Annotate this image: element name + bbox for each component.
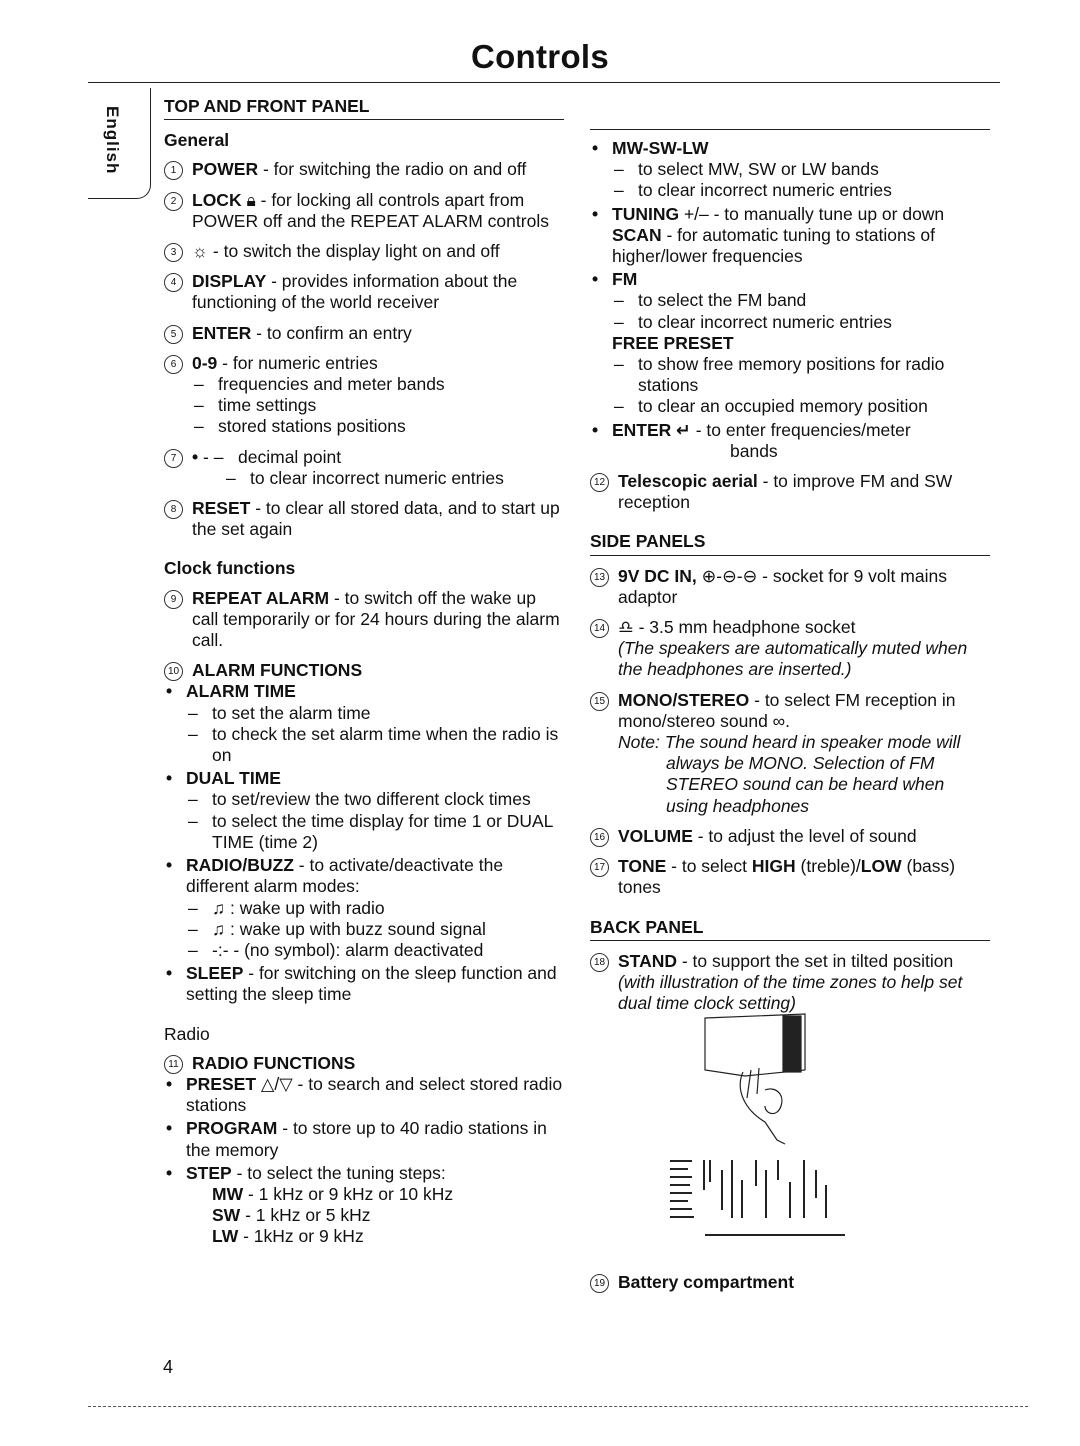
- item-label: Battery compartment: [618, 1272, 795, 1292]
- item-radio-functions: [164, 1053, 564, 1074]
- item-alarm-functions: [164, 660, 564, 681]
- footer-rule: [88, 1406, 1028, 1407]
- bullet-label: MW-SW-LW: [612, 138, 709, 158]
- bullet-text: - to activate/deactivate the different alarm modes:: [186, 855, 504, 897]
- item-label: ALARM FUNCTIONS: [192, 660, 363, 681]
- item-repeat-alarm: [164, 588, 564, 652]
- item-enter: [164, 323, 564, 344]
- dash-item: – stored stations positions: [192, 416, 564, 437]
- title-rule: [88, 82, 1000, 83]
- enter-bands: bands: [730, 440, 778, 461]
- item-number: 6: [164, 355, 183, 374]
- bullet-label: TUNING: [612, 203, 680, 224]
- step-band: LW: [212, 1226, 239, 1247]
- item-number: 7: [164, 449, 183, 468]
- step-band: SW: [212, 1205, 241, 1226]
- dash-text: : wake up with buzz sound signal: [225, 918, 486, 939]
- item-text: - to select: [666, 856, 752, 877]
- item-number: 17: [590, 858, 609, 877]
- item-number: 5: [164, 325, 183, 344]
- headphone-icon: ♎: [618, 617, 634, 638]
- item-label: Telescopic aerial: [618, 471, 758, 492]
- dash-item: – to show free memory positions for radio stations: [612, 354, 990, 396]
- item-text: - – decimal point: [198, 446, 342, 467]
- bullet-dual-time: [164, 768, 564, 853]
- step-values: - 1 kHz or 5 kHz: [240, 1205, 371, 1226]
- item-volume: [590, 826, 990, 847]
- bullet-label: SLEEP: [186, 963, 244, 984]
- bullet-label: ALARM TIME: [186, 681, 296, 702]
- dash-item: – to clear an occupied memory position: [612, 396, 990, 417]
- item-light: [164, 241, 564, 262]
- page-number: 4: [163, 1357, 174, 1377]
- dash-item: – -:- - (no symbol): alarm deactivated: [186, 940, 564, 961]
- item-label: RESET: [192, 498, 251, 519]
- right-column: [590, 129, 990, 1023]
- mono-note: [618, 732, 990, 817]
- item-label: STAND: [618, 950, 677, 971]
- right-top-rule: [590, 129, 990, 130]
- dash-text: : wake up with radio: [225, 897, 385, 918]
- item-label: POWER: [192, 159, 259, 180]
- section-heading-side: SIDE PANELS: [590, 531, 990, 555]
- bullet-mw-sw-lw: [590, 138, 990, 202]
- bullet-preset: [164, 1074, 564, 1116]
- bullet-label: FM: [612, 269, 638, 290]
- item-text: - socket for 9 volt mains adaptor: [618, 565, 947, 607]
- item-text: - to switch the display light on and off: [208, 241, 500, 262]
- item-text: - for numeric entries: [217, 352, 378, 373]
- step-line: [186, 1205, 564, 1226]
- item-number: 15: [590, 692, 609, 711]
- bullet-label: STEP: [186, 1162, 232, 1183]
- dash-item: – to clear incorrect numeric entries: [224, 468, 564, 489]
- lock-icon: 🔒︎: [246, 189, 256, 210]
- dash-item: – to select MW, SW or LW bands: [612, 159, 990, 180]
- step-line: [186, 1226, 564, 1247]
- item-number: 12: [590, 473, 609, 492]
- item-label: LOCK: [192, 189, 242, 210]
- dash-item: – to set the alarm time: [186, 703, 564, 724]
- bullet-label: RADIO/BUZZ: [186, 855, 294, 876]
- item-number: 2: [164, 192, 183, 211]
- bullet-text: - to search and select stored radio stations: [186, 1073, 563, 1116]
- item-number: 1: [164, 161, 183, 180]
- bullet-text: - to enter frequencies/meter: [690, 419, 911, 440]
- tone-mid: (treble)/: [795, 856, 861, 877]
- subheading-general: General: [164, 130, 230, 151]
- step-line: [186, 1184, 564, 1205]
- item-number: 11: [164, 1055, 183, 1074]
- dash-item: [186, 919, 564, 940]
- item-text: - provides information about the functioning of the world receiver: [192, 271, 518, 313]
- left-column: [164, 96, 564, 1250]
- step-values: - 1kHz or 9 kHz: [238, 1226, 364, 1247]
- subheading-radio: Radio: [164, 1023, 210, 1044]
- item-battery: [590, 1272, 990, 1293]
- bullet-step: [164, 1163, 564, 1248]
- item-number: 16: [590, 828, 609, 847]
- tone-low: LOW: [860, 856, 902, 877]
- item-number: 4: [164, 273, 183, 292]
- step-band: MW: [212, 1183, 244, 1204]
- item-label: RADIO FUNCTIONS: [192, 1052, 356, 1073]
- bullet-text: - to store up to 40 radio stations in the memory: [186, 1118, 547, 1160]
- item-numeric: [164, 353, 564, 438]
- item-label: REPEAT ALARM: [192, 587, 330, 608]
- item-number: 8: [164, 500, 183, 519]
- item-mono-stereo: [590, 690, 990, 817]
- item-label: MONO/STEREO: [618, 689, 750, 710]
- radio-alarm-icon: ♫: [212, 897, 226, 918]
- item-label: DISPLAY: [192, 271, 267, 292]
- stand-illustration: [665, 1010, 855, 1250]
- item-label: 0-9: [192, 352, 218, 373]
- bullet-sleep: [164, 963, 564, 1005]
- item-power: [164, 159, 564, 180]
- dash-item: – to clear incorrect numeric entries: [612, 312, 990, 333]
- item-text: - to switch off the wake up call temporarily or for 24 hours during the alarm call.: [192, 587, 560, 651]
- item-label: TONE: [618, 856, 667, 877]
- dash-item: [186, 898, 564, 919]
- tone-end: (bass) tones: [618, 856, 956, 898]
- item-text: - to select FM reception in mono/stereo sound ∞.: [618, 689, 956, 731]
- bullet-enter: [590, 420, 990, 462]
- dash-item: – to select the time display for time 1 or DUAL TIME (time 2): [186, 811, 564, 853]
- note-text: The sound heard in speaker mode will always be MONO. Selection of FM STEREO sound can be heard when using headphones: [659, 732, 961, 816]
- item-text: - to clear all stored data, and to start up the set again: [192, 498, 560, 540]
- bullet-label: PRESET: [186, 1073, 257, 1094]
- item-text: - for switching the radio on and off: [258, 159, 527, 180]
- scan-label: SCAN: [612, 224, 662, 245]
- item-number: 19: [590, 1274, 609, 1293]
- enter-icon: ↵: [671, 419, 691, 440]
- item-number: 13: [590, 568, 609, 587]
- item-text: - to adjust the level of sound: [692, 825, 917, 846]
- bullet-program: [164, 1118, 564, 1160]
- note-label: Note:: [618, 732, 660, 753]
- light-icon: ☼: [192, 241, 209, 262]
- item-text: - to improve FM and SW reception: [618, 471, 953, 513]
- language-tab: [88, 88, 151, 199]
- bullet-label: PROGRAM: [186, 1118, 278, 1139]
- buzz-alarm-icon: ♫: [212, 918, 226, 939]
- dash-item: – to clear incorrect numeric entries: [612, 180, 990, 201]
- bullet-label: DUAL TIME: [186, 768, 281, 789]
- item-display: [164, 271, 564, 313]
- tone-high: HIGH: [751, 856, 796, 877]
- item-label: 9V DC IN,: [618, 565, 697, 586]
- dash-item: – to select the FM band: [612, 290, 990, 311]
- item-number: 9: [164, 590, 183, 609]
- item-lock: [164, 190, 564, 232]
- bullet-text: - for switching on the sleep function and setting the sleep time: [186, 963, 557, 1005]
- item-number: 18: [590, 953, 609, 972]
- battery-block: [590, 1272, 990, 1302]
- bullet-fm: [590, 269, 990, 417]
- item-italic: (with illustration of the time zones to help set dual time clock setting): [618, 971, 963, 1014]
- item-label: ENTER: [192, 322, 252, 343]
- item-tone: [590, 856, 990, 898]
- bullet-alarm-time: [164, 681, 564, 766]
- item-headphone: [590, 617, 990, 681]
- dash-item: – frequencies and meter bands: [192, 374, 564, 395]
- item-reset: [164, 498, 564, 540]
- item-aerial: [590, 471, 990, 513]
- dash-item: – to check the set alarm time when the radio is on: [186, 724, 564, 766]
- scan-line: [612, 225, 990, 267]
- item-text: - for locking all controls apart from POWER off and the REPEAT ALARM controls: [192, 189, 549, 231]
- dash-item: – to set/review the two different clock times: [186, 789, 564, 810]
- preset-updown-icon: △/▽: [256, 1073, 293, 1094]
- item-label: VOLUME: [618, 825, 693, 846]
- bullet-label: ENTER: [612, 419, 672, 440]
- free-preset-label: FREE PRESET: [612, 332, 734, 353]
- page-title: Controls: [470, 38, 610, 75]
- section-heading-back: BACK PANEL: [590, 917, 990, 941]
- scan-text: - for automatic tuning to stations of higher/lower frequencies: [612, 224, 935, 267]
- item-number: 14: [590, 619, 609, 638]
- polarity-icon: ⊕-⊖-⊖: [696, 565, 758, 586]
- section-heading-top-front: TOP AND FRONT PANEL: [164, 96, 564, 120]
- dash-item: – time settings: [192, 395, 564, 416]
- bullet-tuning: [590, 204, 990, 268]
- subheading-clock: Clock functions: [164, 558, 296, 579]
- bullet-radio-buzz: [164, 855, 564, 961]
- step-values: - 1 kHz or 9 kHz or 10 kHz: [243, 1183, 454, 1204]
- item-stand: [590, 951, 990, 1015]
- language-tab-label: English: [103, 106, 122, 175]
- item-number: 3: [164, 243, 183, 262]
- item-text: - 3.5 mm headphone socket: [633, 617, 856, 638]
- item-number: 10: [164, 662, 183, 681]
- headphone-note: (The speakers are automatically muted when the headphones are inserted.): [618, 638, 968, 680]
- bullet-text: - to select the tuning steps:: [231, 1162, 446, 1183]
- item-label: •: [192, 446, 199, 467]
- item-text: - to confirm an entry: [251, 322, 412, 343]
- item-text: - to support the set in tilted position: [676, 950, 954, 971]
- item-decimal: [164, 447, 564, 489]
- item-dc-in: [590, 566, 990, 608]
- bullet-text: +/– - to manually tune up or down: [679, 203, 945, 224]
